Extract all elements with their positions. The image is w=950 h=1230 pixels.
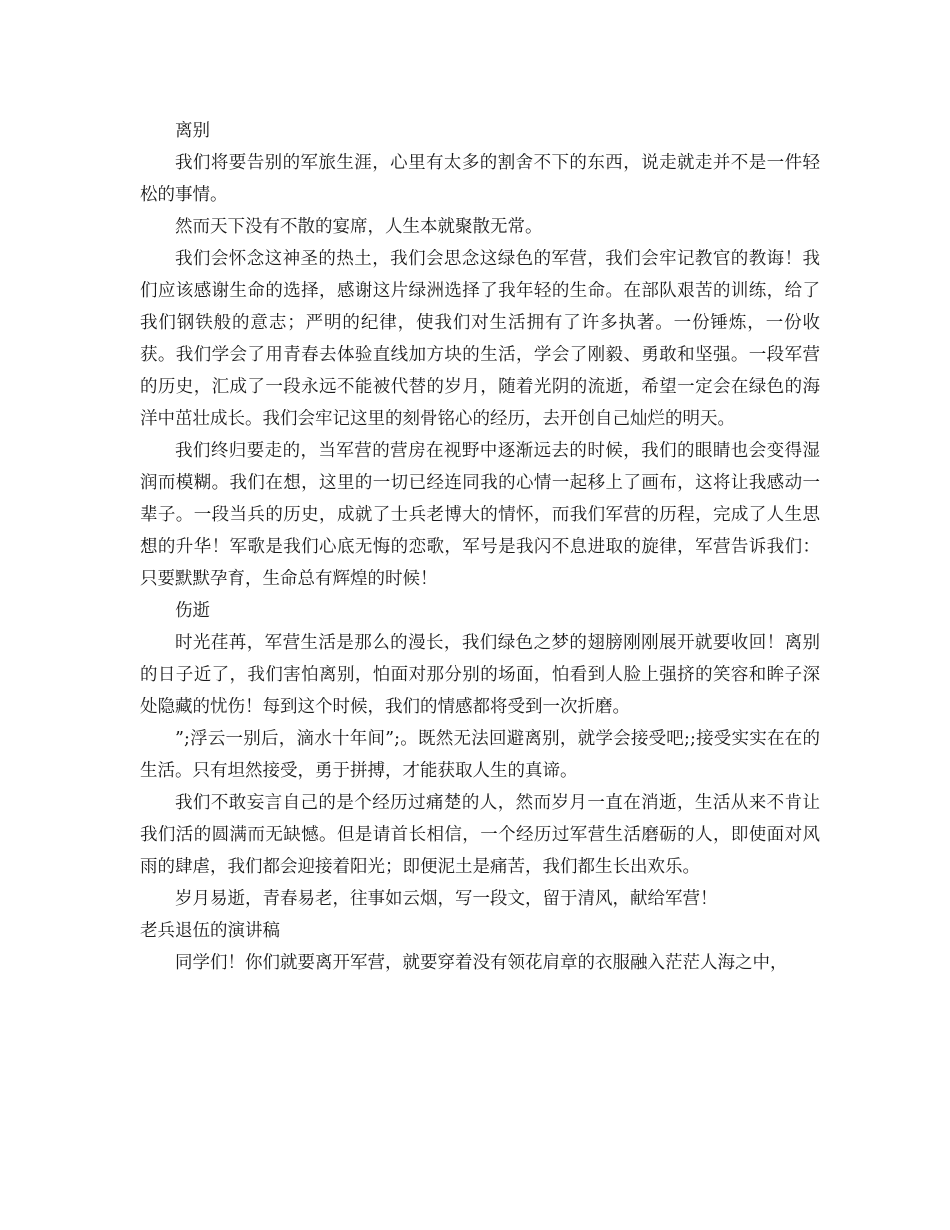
paragraph: ”;浮云一别后，滴水十年间”;。既然无法回避离别，就学会接受吧;;接受实实在在的生活。只有坦然接受，勇于拼搏，才能获取人生的真谛。 <box>140 729 820 781</box>
section-heading-sorrow: 伤逝 <box>175 601 210 621</box>
paragraph: 我们将要告别的军旅生涯，心里有太多的割舍不下的东西，说走就走并不是一件轻松的事情。 <box>140 153 820 205</box>
paragraph: 时光荏苒，军营生活是那么的漫长，我们绿色之梦的翅膀刚刚展开就要收回！离别的日子近了，我们害怕离别，怕面对那分别的场面，怕看到人脸上强挤的笑容和眸子深处隐藏的忧伤！每到这个时候，我们的情感都将受到一次折磨。 <box>140 633 820 717</box>
section-heading-farewell: 离别 <box>175 121 210 141</box>
paragraph: 然而天下没有不散的宴席，人生本就聚散无常。 <box>175 217 543 237</box>
document-body <box>140 115 820 979</box>
paragraph: 我们终归要走的，当军营的营房在视野中逐渐远去的时候，我们的眼睛也会变得湿润而模糊。我们在想，这里的一切已经连同我的心情一起移上了画布，这将让我感动一辈子。一段当兵的历史，成就了士兵老博大的情怀，而我们军营的历程，完成了人生思想的升华！军歌是我们心底无悔的恋歌，军号是我闪不息进取的旋律，军营告诉我们：只要默默孕育，生命总有辉煌的时候！ <box>140 441 820 589</box>
paragraph: 同学们！你们就要离开军营，就要穿着没有领花肩章的衣服融入茫茫人海之中， <box>175 953 788 973</box>
article-title: 老兵退伍的演讲稿 <box>140 921 280 941</box>
paragraph: 我们不敢妄言自己的是个经历过痛楚的人，然而岁月一直在消逝，生活从来不肯让我们活的圆满而无缺憾。但是请首长相信，一个经历过军营生活磨砺的人，即使面对风雨的肆虐，我们都会迎接着阳光；即便泥土是痛苦，我们都生长出欢乐。 <box>140 793 820 877</box>
paragraph: 岁月易逝，青春易老，往事如云烟，写一段文，留于清风，献给军营！ <box>175 889 718 909</box>
paragraph: 我们会怀念这神圣的热土，我们会思念这绿色的军营，我们会牢记教官的教诲！我们应该感谢生命的选择，感谢这片绿洲选择了我年轻的生命。在部队艰苦的训练，给了我们钢铁般的意志；严明的纪律，使我们对生活拥有了许多执著。一份锤炼，一份收获。我们学会了用青春去体验直线加方块的生活，学会了刚毅、勇敢和坚强。一段军营的历史，汇成了一段永远不能被代替的岁月，随着光阴的流逝，希望一定会在绿色的海洋中茁壮成长。我们会牢记这里的刻骨铭心的经历，去开创自己灿烂的明天。 <box>140 249 820 429</box>
